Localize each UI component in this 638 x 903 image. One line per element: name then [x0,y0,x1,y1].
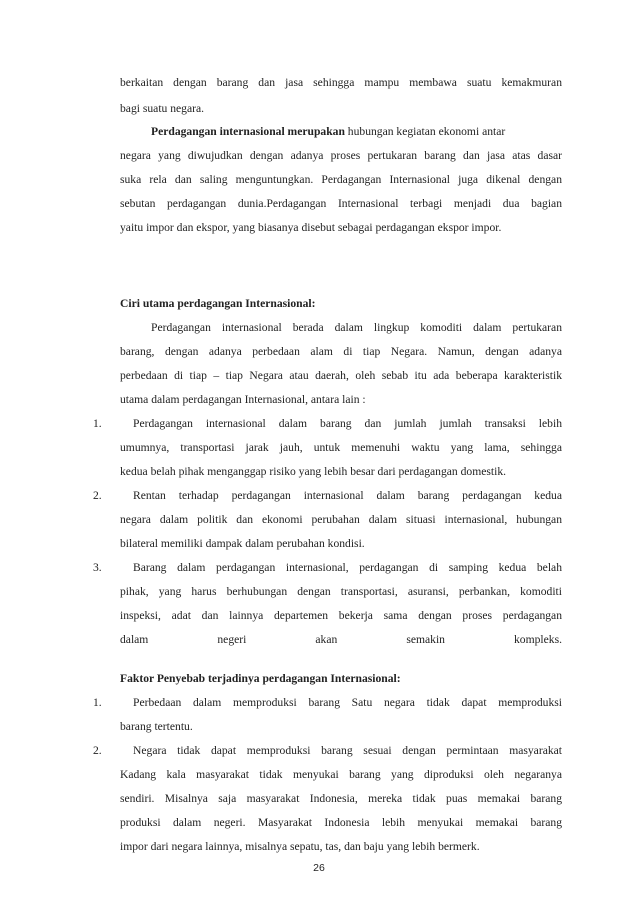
line-text: barang, dengan adanya perbedaan alam di tiap Negara. Namun, dengan adanya [120,345,562,358]
line-text: Perbedaan dalam memproduksi barang Satu negara tidak dapat memproduksi [133,696,562,709]
text-line [120,220,562,236]
line-text: yaitu impor dan ekspor, yang biasanya disebut sebagai perdagangan ekspor impor. [120,221,502,234]
bold-text: Faktor Penyebab terjadinya perdagangan Internasional: [120,672,401,685]
line-text: perbedaan di tiap – tiap Negara atau daerah, oleh sebab itu ada beberapa karakteristik [120,369,562,382]
text-line [133,416,562,432]
bold-text: Perdagangan internasional merupakan [151,125,345,138]
text-line [120,536,562,552]
text-line [120,344,562,360]
list-number: 1. [93,696,102,709]
list-number: 1. [93,417,102,430]
text-line [120,392,562,408]
line-text: dalam negeri akan semakin kompleks. [120,633,562,646]
line-text: produksi dalam negeri. Masyarakat Indonesia lebih menyukai memakai barang [120,816,562,829]
text-line [151,320,562,336]
text-line [120,632,562,648]
section-heading [120,296,562,312]
text-line [120,608,562,624]
text-line [120,839,562,855]
line-text: sendiri. Misalnya saja masyarakat Indonesia, mereka tidak puas memakai barang [120,792,562,805]
line-text: negara yang diwujudkan dengan adanya proses pertukaran barang dan jasa atas dasar [120,149,562,162]
line-text: negara dalam politik dan ekonomi perubahan dalam situasi internasional, hubungan [120,513,562,526]
line-text: umumnya, transportasi jarak jauh, untuk memenuhi waktu yang lama, sehingga [120,441,562,454]
line-text: Barang dalam perdagangan internasional, perdagangan di samping kedua belah [133,561,562,574]
line-text: barang tertentu. [120,720,193,733]
list-number: 2. [93,489,102,502]
text-line [120,75,562,91]
line-text: suka rela dan saling menguntungkan. Perdagangan Internasional juga dikenal dengan [120,173,562,186]
text-line [120,440,562,456]
line-text: inspeksi, adat dan lainnya departemen bekerja sama dengan proses perdagangan [120,609,562,622]
line-text: hubungan kegiatan ekonomi antar [344,125,506,138]
text-line [120,101,562,117]
line-text: impor dari negara lainnya, misalnya sepatu, tas, dan baju yang lebih bermerk. [120,840,480,853]
text-line [120,767,562,783]
text-line [120,791,562,807]
line-text: kedua belah pihak menganggap risiko yang lebih besar dari perdagangan domestik. [120,465,507,478]
text-line [133,560,562,576]
line-text: Negara tidak dapat memproduksi barang sesuai dengan permintaan masyarakat [133,744,562,757]
text-line [120,172,562,188]
text-line [133,695,562,711]
text-line [120,368,562,384]
list-number: 3. [93,561,102,574]
text-line [120,464,562,480]
list-number: 2. [93,744,102,757]
text-line [120,815,562,831]
line-text: bagi suatu negara. [120,102,205,115]
line-text: Perdagangan internasional dalam barang dan jumlah jumlah transaksi lebih [133,417,562,430]
text-line [120,719,562,735]
text-line [120,584,562,600]
text-line [120,148,562,164]
bold-text: Ciri utama perdagangan Internasional: [120,297,316,310]
text-line [133,488,562,504]
text-line [133,743,562,759]
line-text: utama dalam perdagangan Internasional, antara lain : [120,393,366,406]
text-line [120,196,562,212]
line-text: berkaitan dengan barang dan jasa sehingga mampu membawa suatu kemakmuran [120,76,562,89]
text-line [151,124,562,140]
line-text: sebutan perdagangan dunia.Perdagangan Internasional terbagi menjadi dua bagian [120,197,562,210]
section-heading [120,671,562,687]
page-number: 26 [313,862,325,874]
line-text: Rentan terhadap perdagangan internasional dalam barang perdagangan kedua [133,489,562,502]
line-text: pihak, yang harus berhubungan dengan transportasi, asuransi, perbankan, komoditi [120,585,562,598]
line-text: bilateral memiliki dampak dalam perubahan kondisi. [120,537,365,550]
text-line [120,512,562,528]
line-text: Perdagangan internasional berada dalam lingkup komoditi dalam pertukaran [151,321,562,334]
line-text: Kadang kala masyarakat tidak menyukai barang yang diproduksi oleh negaranya [120,768,562,781]
